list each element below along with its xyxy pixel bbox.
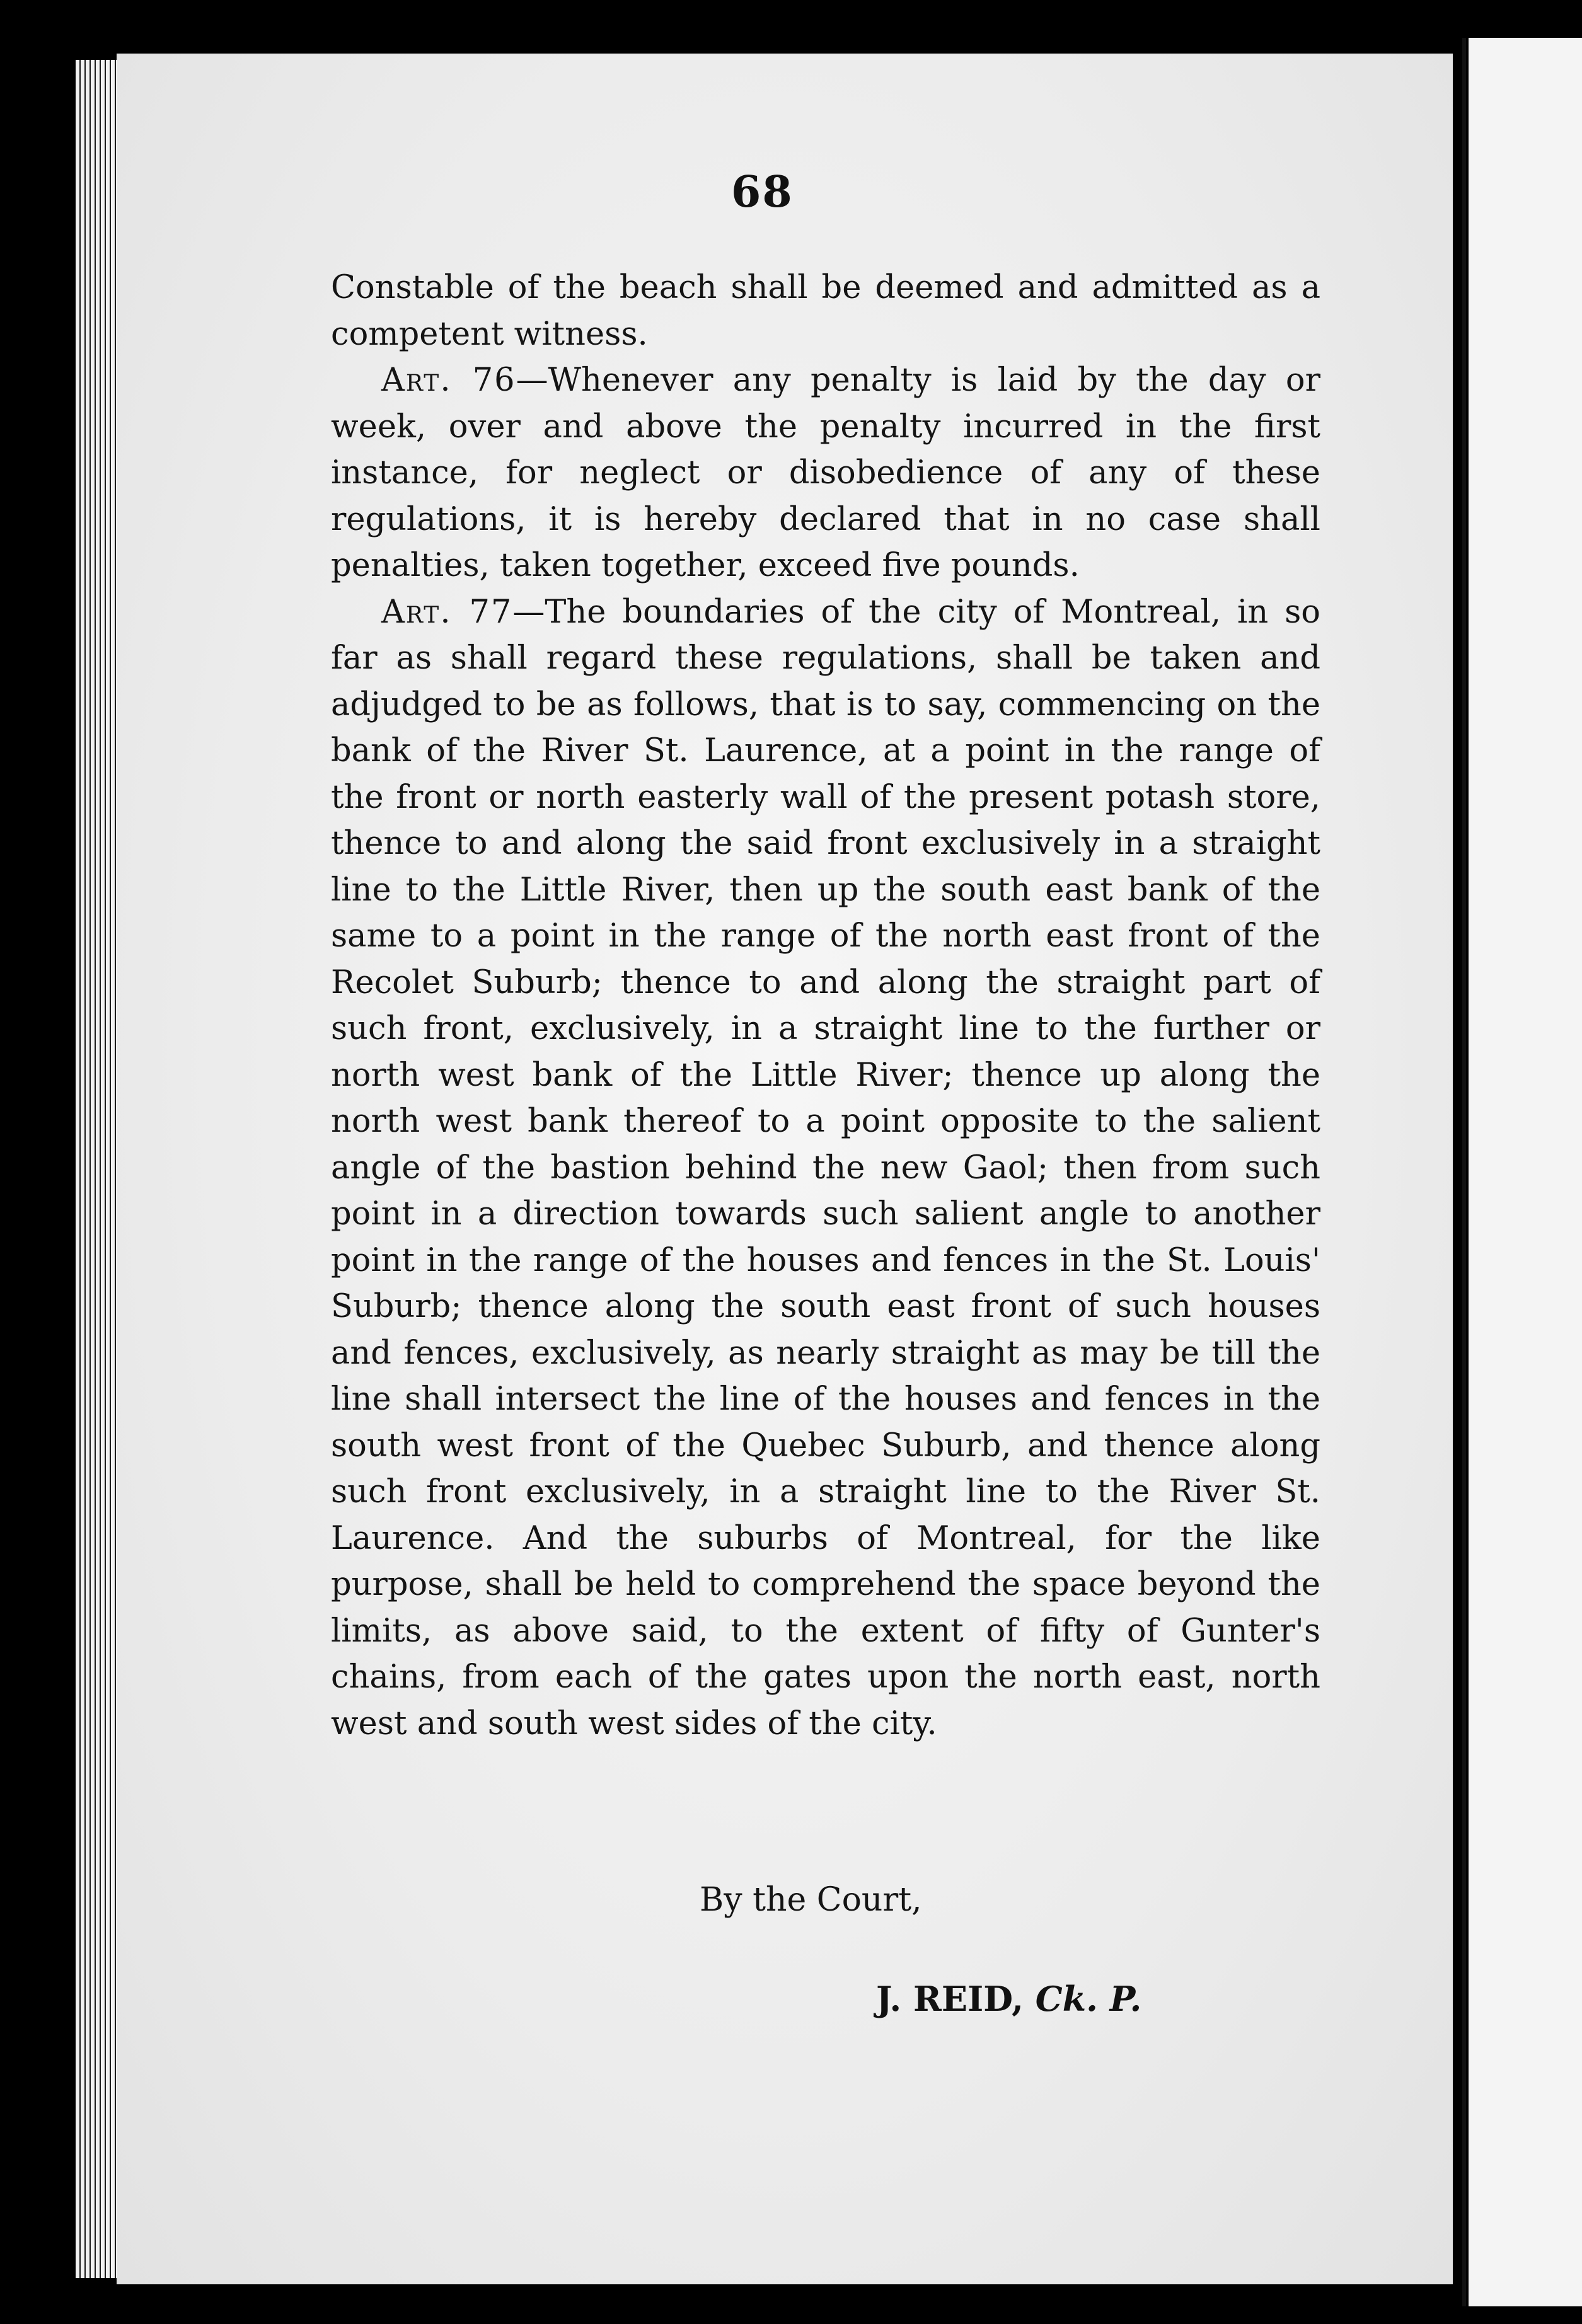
paragraph-text: Constable of the beach shall be deemed and admitted as a competent witness. xyxy=(331,269,1320,353)
by-the-court: By the Court, xyxy=(700,1881,922,1919)
signature-line xyxy=(876,1979,1141,2019)
paragraph-article-77 xyxy=(331,589,1320,1747)
page-number: 68 xyxy=(731,167,794,217)
paragraph-text: —The boundaries of the city of Montreal, in so far as shall regard these regulations, shall be taken and adjudged to be as follows, that is to say, commencing on the bank of the River St. Laurence, at a point in the range of the front or north easterly wall of the present potash store, thence to and along the said front exclusively in a straight line to the Little River, then up the south east bank of the same to a point in the range of the north east front of the Recolet Suburb; thence to and along the straight part of such front, exclusively, in a straight line to the further or north west bank of the Little River; thence up along the north west bank thereof to a point opposite to the salient angle of the bastion behind the new Gaol; then from such point in a direction towards such salient angle to another point in the range of the houses and fences in the St. Louis' Suburb; thence along the south east front of such houses and fences, exclusively, as nearly straight as may be till the line shall intersect the line of the houses and fences in the south west front of the Quebec Suburb, and thence along such front exclusively, in a straight line to the River St. Laurence. And the suburbs of Montreal, for the like purpose, shall be held to comprehend the space beyond the limits, as above said, to the extent of fifty of Gunter's chains, from each of the gates upon the north east, north west and south west sides of the city. xyxy=(331,593,1321,1742)
facing-page-edge xyxy=(1469,38,1582,2306)
article-label: Art. 76 xyxy=(381,362,516,399)
paragraph-text: —Whenever any penalty is laid by the day or week, over and above the penalty incurred in the first instance, for neglect or disobedience of any of these regulations, it is hereby declared that in no case shall penalties, taken together, exceed five pounds. xyxy=(331,362,1321,584)
gutter-line xyxy=(1462,38,1466,2306)
paragraph-article-76 xyxy=(331,357,1320,589)
signatory-title: Ck. P. xyxy=(1035,1979,1142,2019)
paragraph-continuation xyxy=(331,265,1320,357)
article-label: Art. 77 xyxy=(381,593,513,631)
signatory-name: J. REID, xyxy=(876,1979,1024,2019)
page-edges xyxy=(76,60,120,2278)
body-text xyxy=(331,265,1320,1747)
